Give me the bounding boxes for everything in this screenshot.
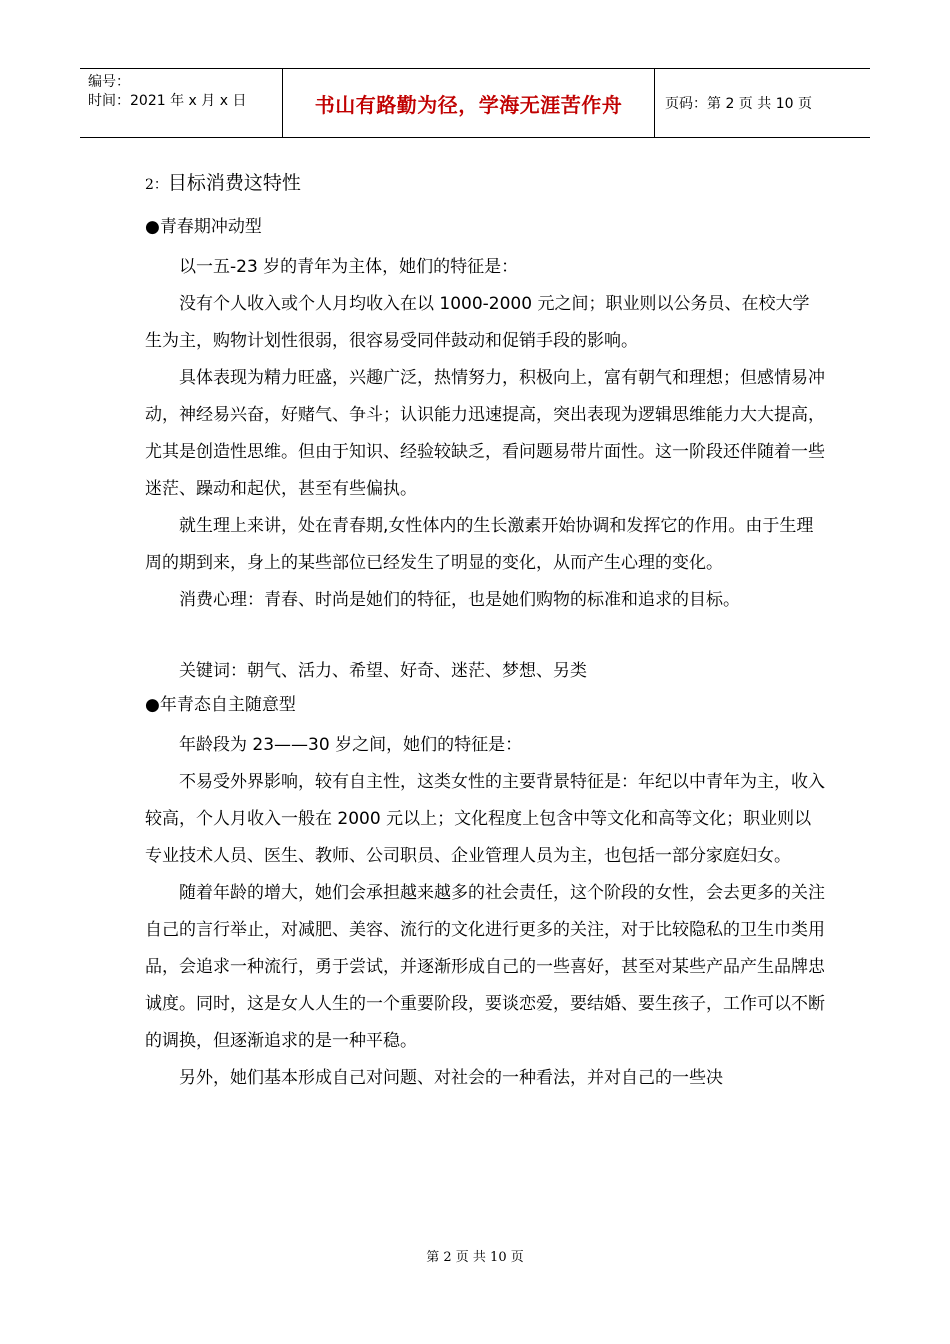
paragraph: 年龄段为 23——30 岁之间，她们的特征是： (179, 735, 523, 755)
header-page-info: 页码：第 2 页 共 10 页 (665, 96, 812, 112)
bullet-heading-young-adult: ●年青态自主随意型 (145, 695, 296, 715)
header-motto: 书山有路勤为径，学海无涯苦作舟 (283, 69, 655, 137)
paragraph: 没有个人收入或个人月均收入在以 1000-2000 元之间；职业则以公务员、在校大学生为主，购物计划性很弱，很容易受同伴鼓动和促销手段的影响。 (145, 294, 810, 351)
paragraph: 消费心理：青春、时尚是她们的特征，也是她们购物的标准和追求的目标。 (179, 590, 740, 610)
header-meta (80, 69, 283, 137)
paragraph: 另外，她们基本形成自己对问题、对社会的一种看法，并对自己的一些决 (179, 1068, 723, 1088)
section-title-text: 目标消费这特性 (167, 172, 301, 194)
bullet-heading-youth: ●青春期冲动型 (145, 217, 262, 237)
paragraph: 随着年龄的增大，她们会承担越来越多的社会责任，这个阶段的女性，会去更多的关注自己的言行举止，对减肥、美容、流行的文化进行更多的关注，对于比较隐私的卫生巾类用品，会追求一种流行，勇于尝试，并逐渐形成自己的一些喜好，甚至对某些产品产生品牌忠诚度。同时，这是女人人生的一个重要阶段，要谈恋爱，要结婚、要生孩子，工作可以不断的调换，但逐渐追求的是一种平稳。 (145, 883, 825, 1051)
paragraph: 就生理上来讲，处在青春期,女性体内的生长激素开始协调和发挥它的作用。由于生理周的期到来，身上的某些部位已经发生了明显的变化，从而产生心理的变化。 (145, 516, 814, 573)
paragraph: 以一五-23 岁的青年为主体，她们的特征是： (179, 257, 519, 277)
keywords-line: 关键词：朝气、活力、希望、好奇、迷茫、梦想、另类 (179, 661, 587, 681)
section-number: 2： (145, 177, 168, 193)
date-label: 时间：2021 年 x 月 x 日 (88, 93, 247, 109)
number-label: 编号： (88, 74, 130, 90)
paragraph: 不易受外界影响，较有自主性，这类女性的主要背景特征是：年纪以中青年为主，收入较高，个人月收入一般在 2000 元以上；文化程度上包含中等文化和高等文化；职业则以专业技术人员、医生、教师、公司职员、企业管理人员为主，也包括一部分家庭妇女。 (145, 772, 825, 866)
page-footer: 第 2 页 共 10 页 (426, 1250, 524, 1265)
page-header (80, 68, 870, 138)
blank-line (145, 619, 825, 656)
section-title (145, 168, 825, 200)
document-body (145, 168, 825, 1097)
paragraph: 具体表现为精力旺盛，兴趣广泛，热情努力，积极向上，富有朝气和理想；但感情易冲动，神经易兴奋，好赌气、争斗；认识能力迅速提高，突出表现为逻辑思维能力大大提高，尤其是创造性思维。但由于知识、经验较缺乏，看问题易带片面性。这一阶段还伴随着一些迷茫、躁动和起伏，甚至有些偏执。 (145, 368, 825, 499)
